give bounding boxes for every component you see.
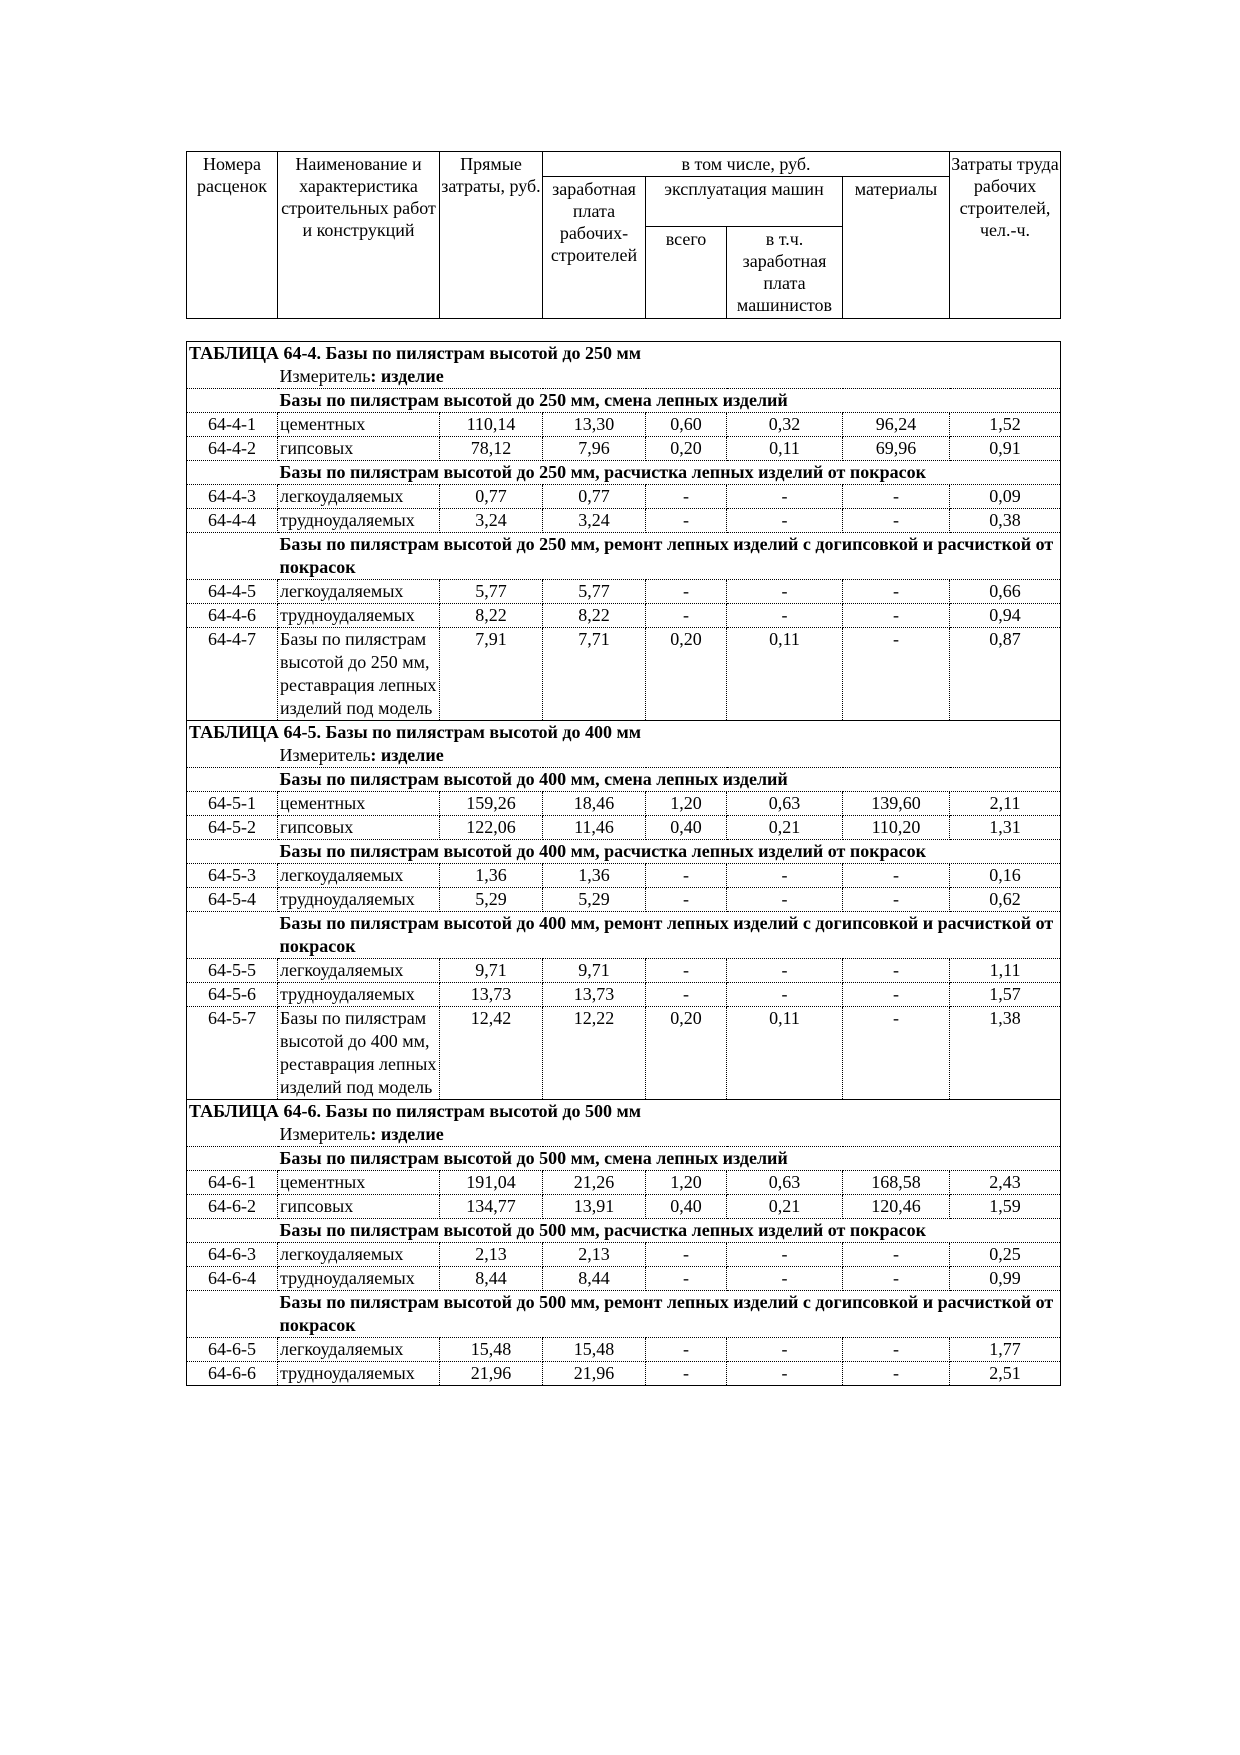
direct-costs: 159,26 xyxy=(440,792,543,816)
measure-text xyxy=(278,1123,1061,1147)
labor: 0,62 xyxy=(950,888,1061,912)
measure-label: Измеритель xyxy=(279,1124,371,1144)
materials: - xyxy=(843,1007,950,1100)
rate-number: 64-5-5 xyxy=(187,959,278,983)
table-title: ТАБЛИЦА 64-4. Базы по пилястрам высотой до 250 мм xyxy=(187,342,1061,366)
materials: - xyxy=(843,959,950,983)
work-name: цементных xyxy=(278,792,440,816)
work-name: Базы по пилястрам высотой до 250 мм, реставрация лепных изделий под модель xyxy=(278,628,440,721)
wage: 13,91 xyxy=(543,1195,646,1219)
direct-costs: 7,91 xyxy=(440,628,543,721)
work-name: трудноудаляемых xyxy=(278,509,440,533)
rate-number: 64-5-7 xyxy=(187,1007,278,1100)
work-name: легкоудаляемых xyxy=(278,959,440,983)
section-row xyxy=(187,1147,1061,1171)
labor: 1,59 xyxy=(950,1195,1061,1219)
table-row xyxy=(187,485,1061,509)
direct-costs: 122,06 xyxy=(440,816,543,840)
rate-number: 64-4-4 xyxy=(187,509,278,533)
rate-number: 64-6-2 xyxy=(187,1195,278,1219)
wage: 8,22 xyxy=(543,604,646,628)
header-materials: материалы xyxy=(843,177,950,319)
wage: 12,22 xyxy=(543,1007,646,1100)
rate-number: 64-6-6 xyxy=(187,1362,278,1386)
section-row xyxy=(187,1291,1061,1338)
rate-number: 64-5-4 xyxy=(187,888,278,912)
table-title: ТАБЛИЦА 64-5. Базы по пилястрам высотой до 400 мм xyxy=(187,721,1061,745)
machines-wage: - xyxy=(727,509,843,533)
section-row xyxy=(187,1219,1061,1243)
spacer xyxy=(186,319,1060,341)
wage: 2,13 xyxy=(543,1243,646,1267)
rate-number: 64-5-2 xyxy=(187,816,278,840)
machines-total: 0,20 xyxy=(646,628,727,721)
machines-total: - xyxy=(646,485,727,509)
machines-total: 0,40 xyxy=(646,1195,727,1219)
empty-cell xyxy=(187,533,278,580)
table-row xyxy=(187,983,1061,1007)
work-name: трудноудаляемых xyxy=(278,1362,440,1386)
table-row xyxy=(187,1243,1061,1267)
wage: 21,96 xyxy=(543,1362,646,1386)
labor: 1,57 xyxy=(950,983,1061,1007)
labor: 0,66 xyxy=(950,580,1061,604)
direct-costs: 9,71 xyxy=(440,959,543,983)
materials: 120,46 xyxy=(843,1195,950,1219)
machines-total: - xyxy=(646,888,727,912)
measure-label: Измеритель xyxy=(279,745,371,765)
rate-number: 64-6-5 xyxy=(187,1338,278,1362)
work-name: легкоудаляемых xyxy=(278,485,440,509)
rate-number: 64-4-7 xyxy=(187,628,278,721)
materials: - xyxy=(843,485,950,509)
labor: 2,51 xyxy=(950,1362,1061,1386)
machines-total: - xyxy=(646,509,727,533)
section-title: Базы по пилястрам высотой до 400 мм, расчистка лепных изделий от покрасок xyxy=(278,840,1061,864)
materials: - xyxy=(843,604,950,628)
measure-unit: : изделие xyxy=(370,1124,444,1144)
rate-number: 64-4-3 xyxy=(187,485,278,509)
work-name: трудноудаляемых xyxy=(278,1267,440,1291)
direct-costs: 1,36 xyxy=(440,864,543,888)
rate-number: 64-5-3 xyxy=(187,864,278,888)
table-row xyxy=(187,1362,1061,1386)
machines-wage: - xyxy=(727,1243,843,1267)
machines-total: - xyxy=(646,864,727,888)
rates-table xyxy=(186,341,1061,1386)
empty-cell xyxy=(187,461,278,485)
machines-wage: - xyxy=(727,888,843,912)
table-row xyxy=(187,1267,1061,1291)
machines-total: - xyxy=(646,983,727,1007)
section-title: Базы по пилястрам высотой до 500 мм, расчистка лепных изделий от покрасок xyxy=(278,1219,1061,1243)
machines-wage: 0,63 xyxy=(727,1171,843,1195)
table-row xyxy=(187,580,1061,604)
section-row xyxy=(187,768,1061,792)
materials: - xyxy=(843,1362,950,1386)
rate-number: 64-6-1 xyxy=(187,1171,278,1195)
work-name: легкоудаляемых xyxy=(278,1338,440,1362)
work-name: гипсовых xyxy=(278,816,440,840)
machines-total: - xyxy=(646,959,727,983)
materials: 110,20 xyxy=(843,816,950,840)
materials: 96,24 xyxy=(843,413,950,437)
machines-total: - xyxy=(646,1243,727,1267)
table-row xyxy=(187,864,1061,888)
table-row xyxy=(187,1338,1061,1362)
rate-number: 64-5-1 xyxy=(187,792,278,816)
measure-text xyxy=(278,744,1061,768)
rate-number: 64-4-5 xyxy=(187,580,278,604)
header-table xyxy=(186,151,1061,319)
wage: 1,36 xyxy=(543,864,646,888)
table-row xyxy=(187,509,1061,533)
machines-wage: - xyxy=(727,580,843,604)
machines-wage: - xyxy=(727,604,843,628)
header-labor-costs: Затраты труда рабочих строителей, чел.-ч. xyxy=(950,152,1061,319)
materials: - xyxy=(843,628,950,721)
direct-costs: 15,48 xyxy=(440,1338,543,1362)
section-title: Базы по пилястрам высотой до 400 мм, ремонт лепных изделий с догипсовкой и расчисткой от покрасок xyxy=(278,912,1061,959)
labor: 1,77 xyxy=(950,1338,1061,1362)
labor: 1,11 xyxy=(950,959,1061,983)
work-name: легкоудаляемых xyxy=(278,864,440,888)
materials: - xyxy=(843,983,950,1007)
table-row xyxy=(187,1007,1061,1100)
work-name: цементных xyxy=(278,413,440,437)
section-row xyxy=(187,461,1061,485)
work-name: гипсовых xyxy=(278,437,440,461)
labor: 1,38 xyxy=(950,1007,1061,1100)
direct-costs: 0,77 xyxy=(440,485,543,509)
work-name: трудноудаляемых xyxy=(278,604,440,628)
header-including: в том числе, руб. xyxy=(543,152,950,177)
materials: - xyxy=(843,864,950,888)
direct-costs: 12,42 xyxy=(440,1007,543,1100)
machines-wage: - xyxy=(727,1267,843,1291)
section-row xyxy=(187,533,1061,580)
table-title-row xyxy=(187,1100,1061,1124)
machines-total: 1,20 xyxy=(646,792,727,816)
section-title: Базы по пилястрам высотой до 500 мм, ремонт лепных изделий с догипсовкой и расчисткой от покрасок xyxy=(278,1291,1061,1338)
wage: 7,96 xyxy=(543,437,646,461)
labor: 0,38 xyxy=(950,509,1061,533)
machines-wage: 0,11 xyxy=(727,437,843,461)
direct-costs: 2,13 xyxy=(440,1243,543,1267)
section-title: Базы по пилястрам высотой до 250 мм, расчистка лепных изделий от покрасок xyxy=(278,461,1061,485)
machines-total: 0,20 xyxy=(646,1007,727,1100)
table-row xyxy=(187,604,1061,628)
labor: 0,25 xyxy=(950,1243,1061,1267)
machines-wage: 0,21 xyxy=(727,816,843,840)
machines-wage: 0,63 xyxy=(727,792,843,816)
wage: 18,46 xyxy=(543,792,646,816)
table-title: ТАБЛИЦА 64-6. Базы по пилястрам высотой до 500 мм xyxy=(187,1100,1061,1124)
labor: 1,31 xyxy=(950,816,1061,840)
machines-wage: 0,32 xyxy=(727,413,843,437)
work-name: трудноудаляемых xyxy=(278,888,440,912)
document-page xyxy=(186,151,1060,1386)
machines-wage: 0,21 xyxy=(727,1195,843,1219)
labor: 0,91 xyxy=(950,437,1061,461)
rate-number: 64-4-1 xyxy=(187,413,278,437)
header-work-name: Наименование и характеристика строительных работ и конструкций xyxy=(278,152,440,319)
machines-total: 0,40 xyxy=(646,816,727,840)
machines-total: - xyxy=(646,1267,727,1291)
direct-costs: 5,77 xyxy=(440,580,543,604)
machines-wage: - xyxy=(727,983,843,1007)
table-row xyxy=(187,888,1061,912)
wage: 13,73 xyxy=(543,983,646,1007)
section-row xyxy=(187,912,1061,959)
direct-costs: 5,29 xyxy=(440,888,543,912)
work-name: легкоудаляемых xyxy=(278,580,440,604)
header-rate-numbers: Номера расценок xyxy=(187,152,278,319)
rate-number: 64-6-3 xyxy=(187,1243,278,1267)
wage: 5,29 xyxy=(543,888,646,912)
materials: - xyxy=(843,1338,950,1362)
labor: 2,43 xyxy=(950,1171,1061,1195)
section-title: Базы по пилястрам высотой до 250 мм, ремонт лепных изделий с догипсовкой и расчисткой от покрасок xyxy=(278,533,1061,580)
table-row xyxy=(187,1195,1061,1219)
labor: 0,87 xyxy=(950,628,1061,721)
table-row xyxy=(187,959,1061,983)
materials: - xyxy=(843,888,950,912)
machines-total: 0,20 xyxy=(646,437,727,461)
machines-wage: - xyxy=(727,864,843,888)
header-machines-total: всего xyxy=(646,227,727,319)
table-row xyxy=(187,1171,1061,1195)
materials: 69,96 xyxy=(843,437,950,461)
empty-cell xyxy=(187,1147,278,1171)
section-title: Базы по пилястрам высотой до 400 мм, смена лепных изделий xyxy=(278,768,1061,792)
materials: - xyxy=(843,1267,950,1291)
direct-costs: 110,14 xyxy=(440,413,543,437)
machines-wage: - xyxy=(727,485,843,509)
empty-cell xyxy=(187,1291,278,1338)
rate-number: 64-5-6 xyxy=(187,983,278,1007)
empty-cell xyxy=(187,389,278,413)
table-row xyxy=(187,413,1061,437)
header-machines-wage: в т.ч. заработная плата машинистов xyxy=(727,227,843,319)
work-name: трудноудаляемых xyxy=(278,983,440,1007)
materials: - xyxy=(843,1243,950,1267)
labor: 2,11 xyxy=(950,792,1061,816)
wage: 13,30 xyxy=(543,413,646,437)
labor: 0,94 xyxy=(950,604,1061,628)
direct-costs: 134,77 xyxy=(440,1195,543,1219)
direct-costs: 8,44 xyxy=(440,1267,543,1291)
wage: 7,71 xyxy=(543,628,646,721)
materials: - xyxy=(843,509,950,533)
work-name: Базы по пилястрам высотой до 400 мм, реставрация лепных изделий под модель xyxy=(278,1007,440,1100)
section-row xyxy=(187,840,1061,864)
labor: 0,09 xyxy=(950,485,1061,509)
measure-row xyxy=(187,1123,1061,1147)
wage: 8,44 xyxy=(543,1267,646,1291)
measure-label: Измеритель xyxy=(279,366,371,386)
labor: 0,16 xyxy=(950,864,1061,888)
rate-number: 64-6-4 xyxy=(187,1267,278,1291)
work-name: гипсовых xyxy=(278,1195,440,1219)
wage: 5,77 xyxy=(543,580,646,604)
direct-costs: 78,12 xyxy=(440,437,543,461)
machines-total: 0,60 xyxy=(646,413,727,437)
header-wage: заработная плата рабочих-строителей xyxy=(543,177,646,319)
table-row xyxy=(187,816,1061,840)
empty-cell xyxy=(187,768,278,792)
table-title-row xyxy=(187,721,1061,745)
empty-cell xyxy=(187,1219,278,1243)
section-title: Базы по пилястрам высотой до 250 мм, смена лепных изделий xyxy=(278,389,1061,413)
measure-text xyxy=(278,365,1061,389)
wage: 3,24 xyxy=(543,509,646,533)
empty-cell xyxy=(187,744,278,768)
measure-unit: : изделие xyxy=(370,745,444,765)
direct-costs: 21,96 xyxy=(440,1362,543,1386)
wage: 11,46 xyxy=(543,816,646,840)
wage: 15,48 xyxy=(543,1338,646,1362)
header-direct-costs: Прямые затраты, руб. xyxy=(440,152,543,319)
machines-total: 1,20 xyxy=(646,1171,727,1195)
work-name: легкоудаляемых xyxy=(278,1243,440,1267)
machines-wage: - xyxy=(727,1362,843,1386)
machines-wage: - xyxy=(727,1338,843,1362)
rate-number: 64-4-2 xyxy=(187,437,278,461)
machines-total: - xyxy=(646,580,727,604)
header-machines: эксплуатация машин xyxy=(646,177,843,227)
direct-costs: 8,22 xyxy=(440,604,543,628)
machines-wage: 0,11 xyxy=(727,1007,843,1100)
empty-cell xyxy=(187,365,278,389)
machines-total: - xyxy=(646,1362,727,1386)
measure-unit: : изделие xyxy=(370,366,444,386)
direct-costs: 191,04 xyxy=(440,1171,543,1195)
table-row xyxy=(187,628,1061,721)
materials: 168,58 xyxy=(843,1171,950,1195)
table-row xyxy=(187,437,1061,461)
labor: 0,99 xyxy=(950,1267,1061,1291)
direct-costs: 3,24 xyxy=(440,509,543,533)
section-row xyxy=(187,389,1061,413)
labor: 1,52 xyxy=(950,413,1061,437)
empty-cell xyxy=(187,912,278,959)
wage: 0,77 xyxy=(543,485,646,509)
materials: 139,60 xyxy=(843,792,950,816)
wage: 21,26 xyxy=(543,1171,646,1195)
machines-total: - xyxy=(646,1338,727,1362)
table-title-row xyxy=(187,342,1061,366)
empty-cell xyxy=(187,840,278,864)
table-row xyxy=(187,792,1061,816)
measure-row xyxy=(187,365,1061,389)
work-name: цементных xyxy=(278,1171,440,1195)
measure-row xyxy=(187,744,1061,768)
materials: - xyxy=(843,580,950,604)
machines-wage: 0,11 xyxy=(727,628,843,721)
rate-number: 64-4-6 xyxy=(187,604,278,628)
wage: 9,71 xyxy=(543,959,646,983)
machines-total: - xyxy=(646,604,727,628)
empty-cell xyxy=(187,1123,278,1147)
direct-costs: 13,73 xyxy=(440,983,543,1007)
section-title: Базы по пилястрам высотой до 500 мм, смена лепных изделий xyxy=(278,1147,1061,1171)
machines-wage: - xyxy=(727,959,843,983)
